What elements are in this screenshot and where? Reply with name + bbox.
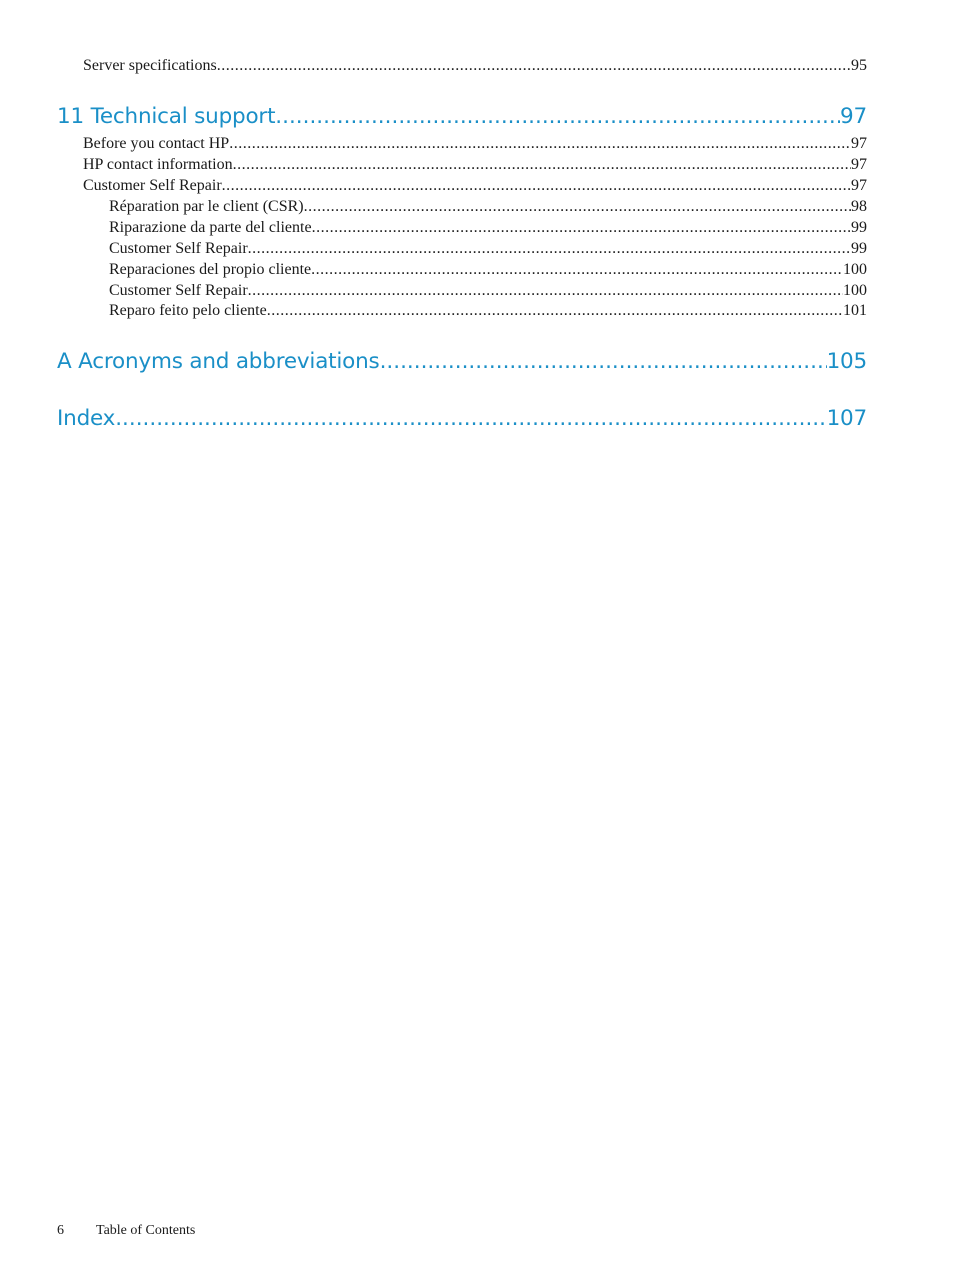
toc-leader-dots <box>267 300 843 321</box>
toc-entry-label: Riparazione da parte del cliente <box>109 219 312 236</box>
toc-entry-label: Server specifications <box>83 57 217 74</box>
toc-entry-customer-self-repair-nl[interactable] <box>109 280 867 301</box>
toc-chapter-technical-support[interactable] <box>57 103 867 131</box>
toc-entry-page: 97 <box>851 135 867 152</box>
toc-entry-page: 101 <box>843 302 867 319</box>
toc-entry-page: 99 <box>851 219 867 236</box>
toc-entry-label: Customer Self Repair <box>83 177 222 194</box>
toc-entry-riparazione[interactable] <box>109 217 867 238</box>
toc-entry-before-you-contact-hp[interactable] <box>83 133 867 154</box>
toc-entry-customer-self-repair[interactable] <box>83 175 867 196</box>
toc-entry-label: Réparation par le client (CSR) <box>109 198 304 215</box>
toc-entry-label: Before you contact HP <box>83 135 230 152</box>
toc-chapter-index[interactable] <box>57 405 867 433</box>
toc-entry-page: 100 <box>843 261 867 278</box>
toc-chapter-label: A Acronyms and abbreviations <box>57 349 380 374</box>
toc-chapter-label: Index <box>57 406 116 431</box>
toc-chapter-acronyms[interactable] <box>57 348 867 376</box>
toc-entry-page: 98 <box>851 198 867 215</box>
toc-leader-dots <box>312 217 851 238</box>
toc-entry-page: 95 <box>851 57 867 74</box>
toc-leader-dots <box>275 103 840 131</box>
toc-entry-label: HP contact information <box>83 156 233 173</box>
toc-entry-page: 100 <box>843 282 867 299</box>
toc-leader-dots <box>229 133 851 154</box>
toc-leader-dots <box>115 405 826 433</box>
toc-leader-dots <box>304 196 851 217</box>
toc-chapter-page: 107 <box>826 406 867 431</box>
toc-entry-page: 99 <box>851 240 867 257</box>
toc-entry-label: Reparo feito pelo cliente <box>109 302 267 319</box>
footer-page-number: 6 <box>57 1223 64 1238</box>
toc-entry-reparo[interactable] <box>109 300 867 321</box>
toc-leader-dots <box>233 154 851 175</box>
toc-chapter-label: 11 Technical support <box>57 104 276 129</box>
toc-entry-page: 97 <box>851 177 867 194</box>
toc-leader-dots <box>380 348 827 376</box>
toc-chapter-page: 105 <box>826 349 867 374</box>
toc-entry-label: Reparaciones del propio cliente <box>109 261 312 278</box>
footer-title: Table of Contents <box>96 1223 196 1238</box>
toc-chapter-page: 97 <box>840 104 867 129</box>
toc-leader-dots <box>248 238 851 259</box>
toc-entry-hp-contact-information[interactable] <box>83 154 867 175</box>
toc-leader-dots <box>222 175 851 196</box>
toc-leader-dots <box>311 259 843 280</box>
toc-entry-reparaciones[interactable] <box>109 259 867 280</box>
toc-entry-label: Customer Self Repair <box>109 282 248 299</box>
toc-entry-reparation-par-le-client[interactable] <box>109 196 867 217</box>
toc-leader-dots <box>217 55 851 76</box>
toc-entry-customer-self-repair-de[interactable] <box>109 238 867 259</box>
page-footer <box>57 1222 195 1240</box>
toc-leader-dots <box>248 280 843 301</box>
toc-entry-label: Customer Self Repair <box>109 240 248 257</box>
toc-entry-server-specifications[interactable] <box>83 55 867 76</box>
toc-entry-page: 97 <box>851 156 867 173</box>
